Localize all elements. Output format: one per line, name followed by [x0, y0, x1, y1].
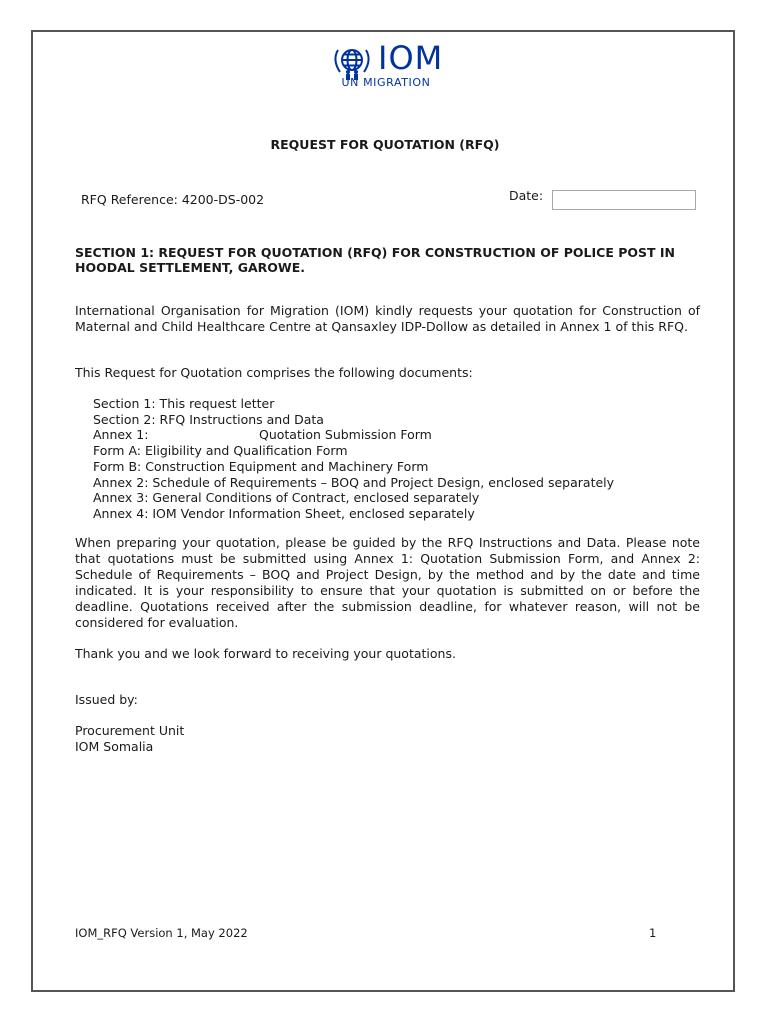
documents-intro: This Request for Quotation comprises the following documents: [75, 365, 473, 380]
footer-version: IOM_RFQ Version 1, May 2022 [75, 926, 248, 940]
instructions-paragraph: When preparing your quotation, please be guided by the RFQ Instructions and Data. Please note that quotations must be submitted using Annex 1: Quotation Submission Form, and Annex 2: Schedule of Requirements – BOQ and Project Design, by the method and by the date and time indicated. It is your responsibility to ensure that your quotation is submitted on or before the deadline. Quotations received after the submission deadline, for whatever reason, will not be considered for evaluation. [75, 535, 700, 630]
issuer-org: IOM Somalia [75, 739, 154, 754]
list-item: Annex 3: General Conditions of Contract, enclosed separately [93, 490, 480, 506]
issuer-block [75, 723, 184, 755]
documents-list [93, 396, 614, 522]
logo-subtitle: UN MIGRATION [341, 76, 431, 89]
annex-1-title: Quotation Submission Form [259, 427, 432, 443]
date-label: Date: [509, 188, 544, 203]
annex-1-label: Annex 1: [93, 427, 149, 443]
iom-logo [326, 39, 451, 92]
list-item: Form B: Construction Equipment and Machinery Form [93, 458, 429, 474]
list-item: Section 2: RFQ Instructions and Data [93, 411, 324, 427]
list-item: Form A: Eligibility and Qualification Form [93, 443, 348, 459]
logo-wordmark: IOM [378, 39, 444, 77]
date-field[interactable] [552, 190, 696, 210]
section-heading: SECTION 1: REQUEST FOR QUOTATION (RFQ) FOR CONSTRUCTION OF POLICE POST IN HOODAL SETTLEMENT, GAROWE. [75, 245, 675, 275]
list-item: Annex 2: Schedule of Requirements – BOQ and Project Design, enclosed separately [93, 474, 615, 490]
page-number: 1 [649, 926, 657, 940]
rfq-reference: RFQ Reference: 4200-DS-002 [81, 192, 265, 207]
list-item: Section 1: This request letter [93, 396, 275, 411]
page-title: REQUEST FOR QUOTATION (RFQ) [270, 137, 500, 152]
intro-paragraph: International Organisation for Migration (IOM) kindly requests your quotation for Construction of Maternal and Child Healthcare Centre at Qansaxley IDP-Dollow as detailed in Annex 1 of this RFQ. [75, 303, 700, 334]
issuer-unit: Procurement Unit [75, 723, 185, 738]
list-item: Annex 4: IOM Vendor Information Sheet, enclosed separately [93, 505, 475, 521]
issued-by-label: Issued by: [75, 692, 138, 707]
document-page [31, 30, 735, 992]
closing-paragraph: Thank you and we look forward to receiving your quotations. [75, 646, 456, 661]
list-item [93, 427, 614, 443]
